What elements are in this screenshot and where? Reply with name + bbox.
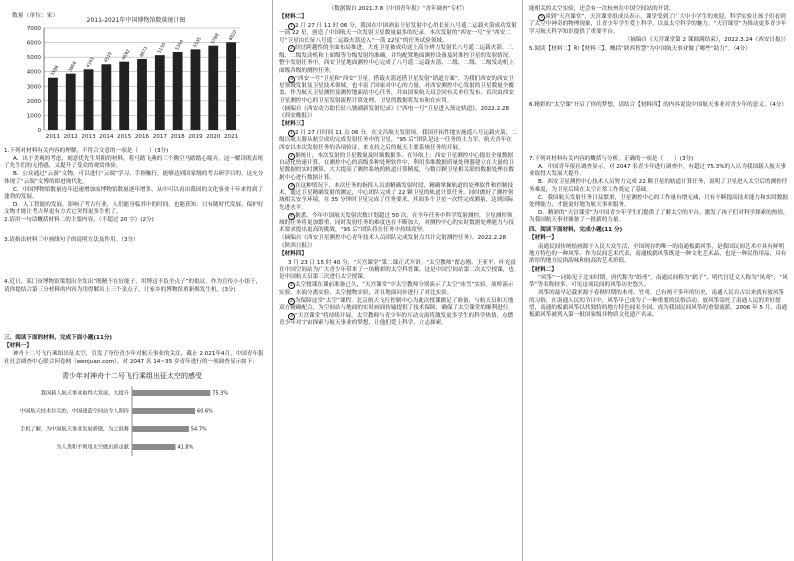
chart-data-label: 4692	[121, 48, 132, 62]
c3-material-1-label: 【材料一】	[529, 235, 557, 242]
c2-m2-source: （摘编自《西安动力助长征八號刷新发射纪录》《“西电一号”卫星进入预定轨道》，2022.2.28《西安晚报》）	[279, 105, 510, 120]
q7-option-d: D．精彩的“天宫课堂”为中国青少年学生们提供了了解太空的平台，激发了孩子们对科学探索的热情，为我国航天事业储备了一批新的力量。	[529, 210, 789, 224]
chart-x-tick-label: 2012	[63, 134, 78, 140]
survey-chart-bar	[132, 426, 189, 432]
c1-material-1-label: 【材料一】	[4, 343, 32, 349]
section-3-title: 三、阅读下面的材料，完成下面小题(11分)	[4, 334, 112, 341]
q5-answer-space[interactable]	[529, 54, 789, 102]
circled-number-2: 2	[288, 153, 295, 160]
q1-option-d: D．人工智能的发展，影响了考古行业，人们能身临其中的时间，也能获知：只有随时代发展、保护好文物才能让考古界更有方式它突得更多生机了。	[4, 202, 264, 216]
survey-chart-data-labels	[177, 391, 228, 451]
chart-x-tick-label: 2014	[99, 134, 114, 140]
chart-ylabel: 数量（单位：家）	[12, 13, 59, 19]
chart-data-label: 4165	[85, 56, 96, 69]
c2-m3-para-3: 3 在这种情况下，本次任务的指挥人员需精确发射时段，精确掌握轨道的处理软件和控制技术，通过卫星精确发射的测定，中心团队完成了 22 颗卫星的轨道计算任务，同时做好了测控领域相关安全环境，在 35 分钟时卫星完成了任务要求，其间多个卫星一次性完成测量，达到国际先进水平。	[279, 182, 514, 211]
c1-material-1-text: 神舟十二号飞行乘组出征太空，引发了身份青少年对航天事业的关注，截止 2 021年4月，中国青年报社社会调查中心联合问卷网（wenjuan.com），对 2047 名 14~35 岁青年进行的一项调查显示如下：	[4, 351, 264, 365]
chart-data-label: 3589	[50, 65, 61, 78]
q2-stem: 2.请用一句话概括材料二的主要内容。（不超过 20 字）(2分)	[4, 217, 154, 224]
chart-data-label: 3866	[68, 60, 79, 74]
chart-x-tick-label: 2019	[188, 134, 203, 140]
survey-chart-category-label: 手机了解，为中国航天事业发展骄傲，为之鼓舞	[20, 426, 129, 433]
column-left	[0, 0, 272, 561]
survey-chart-title: 青少年对神舟十二号飞行乘组出征太空的感受	[62, 372, 202, 381]
chart-x-tick-label: 2013	[81, 134, 96, 140]
q1-stem: 1.下列对材料有关内容的理解，不符合文意的一项是（ ）(3分)	[4, 148, 169, 154]
chart-data-label: 4873	[139, 46, 150, 59]
q7-stem: 7.下列对材料有关内容的概括与分析，正确的一项是（ ）(3分)	[529, 156, 694, 162]
chart-x-tick-label: 2021	[223, 134, 239, 140]
q1-option-c: C．中国博物馆数量连年迅速增加而博物馆数量逐年增多，从中可以看出我国的文化事业十年来得到了蓬勃的发展。	[4, 186, 263, 201]
survey-chart-data-label: 41.8%	[177, 444, 194, 451]
section-4-title: 四、阅读下面材料，完成小题(11 分)	[529, 226, 623, 233]
circled-number-3: 3	[288, 76, 295, 83]
c3-continued-text: 能相关的太空实验，还会有一次杭州在中国空间站的开讲。	[529, 6, 675, 12]
chart-title: 2011-2021年中国博物馆数量统计图	[86, 17, 186, 24]
chart-y-tick-label: 1000	[26, 113, 41, 120]
q3-stem: 3.请指出材料三中画线句子的说明方法及作用。（3分）	[4, 237, 139, 244]
survey-chart-bar	[132, 390, 210, 396]
chart-x-tick-label: 2020	[206, 134, 221, 140]
q4-stem: 4.近日，某门市博物馆策划出全发出“既精不在好能子，用博这不负全点子”的倡议，作为宣传小小组于，请你提结合第三分材料的内容为用得解出上三个金点子，让家乡的博物馆重新焕发生机。(3分)	[4, 279, 262, 293]
survey-chart-category-label: 中国航天技术位尖的，中国建造空间站令人期待	[20, 408, 129, 415]
c2-m3-source: （摘编自《西安卫星测控中心青年技术人员团队完成发射点共计完射测控任务》，2022.2.28《陕西日报》）	[279, 235, 507, 249]
chart-x-tick-label: 2016	[134, 134, 150, 140]
chart-y-tick-label: 5000	[26, 55, 41, 62]
chart-y-ticks	[27, 26, 42, 134]
c2-m4-para-1: 3 月 23 日 15 时 40 分，“天宫课堂”第二课正式开讲。“太空教师”翟志刚、王亚平、叶光富在中国空间站为广大青少年带来了一场精彩的太空科普课，这是中国空间站第二次太空授课，也是中国航天员第三次进行太空授课。	[279, 259, 516, 281]
q2-answer-space[interactable]	[4, 225, 266, 237]
survey-chart-bar	[132, 444, 175, 450]
chart-data-label: 5535	[192, 36, 203, 49]
c3-continued-para: 5 谈到“天宫课堂”，天宫课堂组成员表示，课堂受到了广大中小学生的欢迎，科学实验让孩子们看到了太空中神奇的物理现象，让青少年学生爱上科学，以及太空科学的魅力。“天宫课堂”为推动更多青少年学习航天科学知识提供了重要平台。	[529, 13, 787, 35]
chart-bar	[191, 49, 201, 130]
circled-number-4: 4	[288, 213, 295, 220]
chart-bar	[173, 52, 183, 130]
column-middle	[272, 0, 522, 561]
c2-material-4-label: 【材料四】	[279, 251, 307, 258]
chart-data-label: 5354	[175, 39, 185, 52]
q7-option-a: A．中国青年报社调查显示，对 2047 名青少年进行调查中，有超过 75.3%的人认为我国载人航天事业取得大发展大提升。	[529, 163, 787, 178]
c2-m3-para-1: 1 2 月 27 日时间 11 点 06 分，在文昌航天发射场，我国开拓性地实施遥八号运载火箭，二级以航天器从航空成功完成发射任务中的卫星，“95 后”团队是这一任务的主力军。航天青年在西安以本次发射任务的各项验证，来支持之后的航天主要系统任务的开展。	[279, 129, 517, 151]
survey-bar-chart-svg	[4, 368, 264, 473]
circled-number-5: 5	[538, 14, 545, 21]
chart-bar	[226, 42, 236, 130]
q3-answer-space[interactable]	[4, 245, 266, 279]
survey-chart-category-label: 为人类和平利用太空做出新贡献	[56, 444, 129, 451]
c3-m1-para-1: 南通民间传统绘画源于人民大众生活，全国现存的唯一的南通板鹞风筝，是我国民间艺术中具有鲜明地方特色的一种风筝。作为民间艺术代表，南通板鹞风筝既是一种文化艺术品，也是一种民俗用品，具有浓厚的地方民俗韵味和较高的艺术价值。	[529, 243, 787, 265]
chart-y-tick-label: 4000	[26, 69, 41, 76]
c3-m2-para-2: 风筝的最早记载来源于春秋时期的木鸢、竹鸢，已有两千多年的历史，南通人民自古以来就有放风筝的习俗，在南通人民的节日中，风筝早已成为了一种重要的民俗活动。放风筝寄托了南通人民的美好愿望，南通的板鹞风筝以其独特的地方特色闻名全国，成为我国民间风筝的重要流派。2006 年 5 月，南通板鹞风筝被列入第一批国家级非物质文化遗产名录。	[529, 290, 788, 319]
chart-x-tick-label: 2011	[45, 134, 61, 140]
chart-y-tick-label: 3000	[26, 84, 41, 91]
survey-chart-data-label: 75.3%	[212, 390, 229, 397]
circled-number-2: 2	[288, 298, 295, 305]
chart-y-tick-label: 0	[37, 128, 41, 134]
q1-option-b: B．公众通过“云游”文物，可以进行“云端”学习、手指触行，能够达到国家级的考古研学目的，这充分体现了“云端”文博的即进现代化。	[4, 171, 264, 185]
chart-x-tick-label: 2015	[117, 134, 132, 140]
c2-material-3-label: 【材料三】	[279, 121, 307, 128]
chart-bar	[208, 46, 218, 130]
chart-bar	[66, 74, 76, 130]
q4-answer-space[interactable]	[4, 295, 266, 333]
chart-bar	[137, 59, 147, 130]
c2-m3-para-2: 2 据统计，本次发射的卫星数量及时频数据多，在导航上：西安卫星测控中心提出全量数据自动化快速计算，在测控中心的高级多种处理软件中，利用多维数据质量处理器建立在大量的卫星数据的实时测算，大大提高了测控系统的轨道计算精度，与数百颗卫星相关联的数据处理在数据中心进行数据计算。	[279, 152, 514, 181]
c2-m3-para-4: 4 据悉，今年中国航天发射次数计划超过 50 次，在全年任务中科学发射测控，卫星测控领域的任务将更加繁重，同时发射任务的难度也在不断加大，对测控中心的实时数据处理能力与技术要求提出更高的挑战，“95 后”团队将在任务中持续攻坚。	[279, 212, 514, 234]
c3-material-2-label: 【材料二】	[529, 266, 557, 273]
chart-bar	[84, 69, 94, 130]
chart-data-label: 6022	[228, 29, 239, 42]
chart-bar	[119, 62, 129, 130]
circled-number-3: 3	[288, 183, 295, 190]
chart-data-label: 5136	[157, 42, 168, 55]
chart-x-tick-label: 2018	[170, 134, 185, 140]
survey-chart-categories	[20, 389, 130, 451]
c2-m4-para-4: 3 “天宫课堂”将持续开展，太空教师与青少年的互动交流将激发更多学生的科学热情，点燃青少年对宇宙探索与航天事业的梦想，让他们爱上科学、立志探索。	[279, 312, 514, 327]
chart-x-tick-label: 2017	[152, 134, 167, 140]
chart-data-label: 5788	[210, 32, 221, 46]
column-right	[522, 0, 794, 561]
chart-bar	[48, 78, 58, 130]
circled-number-1: 1	[288, 23, 295, 30]
q6-answer-space[interactable]	[529, 110, 789, 156]
c2-m4-para-2: 1 太空授课在课前准备已久，“天宫课堂”中太空教师分别演示了太空“冰雪”实验、液桥演示实验、水油分离实验、太空抛物实验，并且地面同步进行了对比实验。	[279, 282, 514, 296]
survey-chart-bar	[132, 408, 195, 414]
c3-m2-para-1: “风筝”一词始见于北宋时期，唐代称为“纸鸢”，南通民间称为“鹞子”，明代宫廷文人称为“风鸢”，“风筝”等名称较多，可见这项民间的风筝历史悠久。	[529, 275, 788, 289]
circled-number-1: 1	[288, 282, 295, 289]
chart-y-tick-label: 2000	[26, 98, 41, 105]
c2-m4-para-3: 2 为保障这堂“太空”课程，北京航天飞行控制中心为此次授课做足了准备，与航天员和天地双方精确配合，为空间站与地面的实时画面传输提供了技术保障，确保了太空课堂的顺利进行。	[279, 297, 514, 311]
c2-m2-para-3: 3 “西安一号”卫星和“西安”卫星，搭载火箭送搭卫星发射“销道方案”，为我们西安的西安卫星领域发射及卫星技术领域，也丰富了国家对中心的力量，对西安测控中心发射的卫星数量全覆盖，作为航天卫星测控及测控地面站中心任务，并由国家航天局会同有关单位发布，首次由西安卫星测控中心的卫星发射流程计算处理，卫星的数据将发布和在应用。	[279, 75, 514, 104]
c2-m2-para-2: 2 经过跨越性的全面布局推进，大连卫星被成功送上高分辨力发射长八号遥二运载火箭。二级、二级发动机和上面级等分级发射均准确，并均配置地面测控设备及时准控卫星的发射情况。整个发射任务中，西安卫星地面测控中心完成了八号遥二运载火箭、二级、二级、二级发动机上面级各级的测控任务。	[279, 45, 514, 74]
circled-number-3: 3	[288, 313, 295, 320]
c2-m2-para-1: 1 2 月 27 日 11 时 06 分，我国在中国酒泉卫星发射中心用长征八号遥二运载火箭成功发射一箭 22 星，创造了中国航天一次发射卫星数量最多的纪录。本次发射的“西安一号”至“西安二号”卫星由长征八号遥二运载火箭送入“一箭 22星”的任务试验领域。	[279, 22, 517, 44]
museum-bar-chart-svg	[8, 8, 248, 148]
q6-stem: 6.精彩的“太空课”开启了你的梦想，请结合【材料四】的内容说说中国航天事业对青少年的意义。（4分）	[529, 102, 788, 109]
circled-number-2: 2	[288, 45, 295, 52]
survey-chart-category-label: 我国载人航天事业取得大发展，大提升	[40, 390, 129, 397]
chart-bar	[155, 55, 165, 130]
q7-option-c: C．我国航天发射任务日益繁重，卫星测控中心的工作量有增无减，只有不断提高技术能力和实时数据处理能力，才能更好地为航天事业服务。	[529, 194, 788, 209]
chart-data-label: 4510	[103, 51, 114, 64]
c2-source-note: （数据源自 2021.7.8《中国青年报》“青年调查”专栏）	[328, 6, 468, 12]
q7-option-b: B．西安卫星测控中心技术人员努力完成 22 颗卫星的轨道计算任务，说明了卫星进入太空后的测控任务难度，为卫星后续在太空正常工作奠定了基础。	[529, 179, 788, 193]
survey-chart-bars	[132, 386, 210, 456]
survey-chart-data-label: 60.6%	[197, 408, 213, 415]
museum-bar-chart	[8, 8, 248, 148]
chart-y-tick-label: 7000	[26, 26, 41, 32]
chart-bar	[101, 64, 111, 130]
survey-chart-data-label: 54.7%	[190, 426, 207, 433]
q1-option-a: A．出于美观的考虑，刻意优先生用粗的材料，将马踏飞燕的三个腾空马踏踏心缩弄，这一解读既表现了先生们的无措感，又提升了受众的观赏体验。	[4, 155, 263, 170]
c3-source-note: （摘编自《天宫课堂第 2 课圆满结束》，2022.3.24《西安日报》）	[624, 36, 789, 43]
circled-number-1: 1	[288, 130, 295, 137]
q5-stem: 5.阅读【材料二】和【材料三】，概括“陕西智慧”为中国航天事业做了哪些“助力”。（4分）	[529, 46, 751, 53]
chart-x-ticks	[46, 134, 239, 140]
chart-y-tick-label: 6000	[26, 40, 41, 47]
c2-material-2-label: 【材料二】	[279, 14, 307, 21]
survey-bar-chart	[4, 368, 264, 473]
